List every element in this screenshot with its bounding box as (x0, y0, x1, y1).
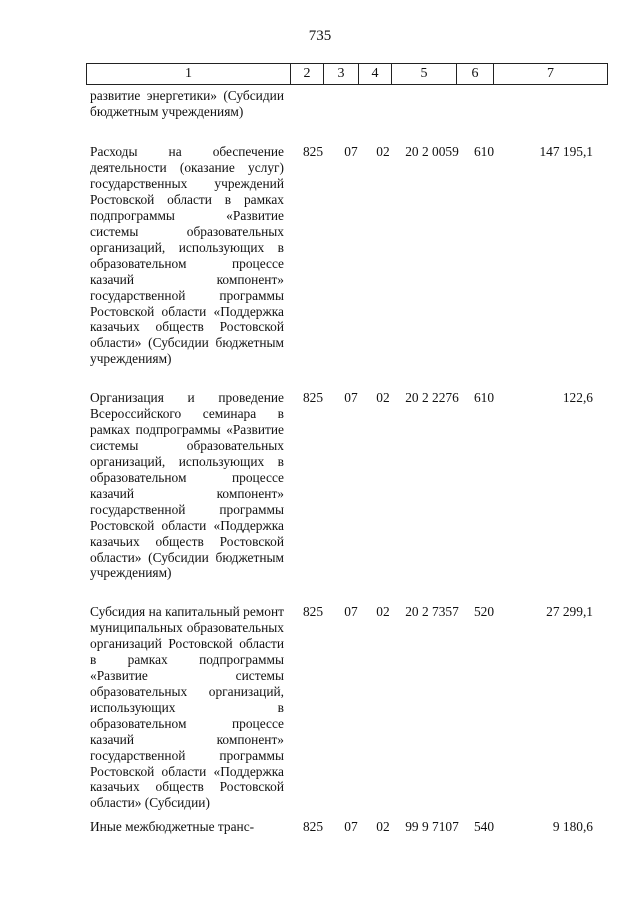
expense-type-code: 520 (473, 604, 495, 619)
amount: 27 299,1 (546, 604, 593, 619)
section-code: 07 (344, 604, 358, 619)
row-description: развитие энергетики» (Субсидии бюджетным учреждениям) (90, 88, 284, 119)
column-header-2: 2 (291, 64, 324, 85)
expense-type-code: 610 (473, 144, 495, 159)
target-item-code: 99 9 7107 (405, 819, 459, 834)
row-description: Расходы на обеспечение деятельности (оказание услуг) государственных учреждений Ростовской области в рамках подпрограммы «Развитие системы образовательных организаций, использующих в образовательном процессе казачий компонент» государственной программы Ростовской области «Поддержка казачьих обществ Ростовской области» (Субсидии бюджетным учреждениям) (90, 144, 284, 367)
ministry-code: 825 (302, 390, 324, 405)
column-header-5: 5 (392, 64, 457, 85)
ministry-code: 825 (302, 144, 324, 159)
ministry-code: 825 (302, 819, 324, 834)
amount: 122,6 (562, 390, 593, 405)
section-code: 07 (344, 819, 358, 834)
ministry-code: 825 (302, 604, 324, 619)
page-number: 735 (308, 28, 332, 44)
row-description: Организация и проведение Всероссийского семинара в рамках подпрограммы «Развитие системы образовательных организаций, использующих в образовательном процессе казачий компонент» государственной программы Ростовской области «Поддержка казачьих обществ Ростовской области» (Субсидии бюджетным учреждениям) (90, 390, 284, 581)
amount: 9 180,6 (552, 819, 593, 834)
expense-type-code: 610 (473, 390, 495, 405)
column-header-6: 6 (457, 64, 494, 85)
column-header-1: 1 (87, 64, 291, 85)
column-header-4: 4 (359, 64, 392, 85)
column-header-3: 3 (324, 64, 359, 85)
target-item-code: 20 2 2276 (405, 390, 459, 405)
subsection-code: 02 (376, 604, 390, 619)
column-header-7: 7 (494, 64, 608, 85)
target-item-code: 20 2 7357 (405, 604, 459, 619)
amount: 147 195,1 (539, 144, 593, 159)
section-code: 07 (344, 390, 358, 405)
row-description: Иные межбюджетные транс- (90, 819, 255, 834)
subsection-code: 02 (376, 144, 390, 159)
row-description: Субсидия на капитальный ремонт муниципальных образовательных организаций Ростовской области в рамках подпрограммы «Развитие системы образовательных организаций, использующих в образовательном процессе казачий компонент» государственной программы Ростовской области «Поддержка казачьих обществ Ростовской области» (Субсидии) (90, 604, 284, 811)
section-code: 07 (344, 144, 358, 159)
expense-type-code: 540 (473, 819, 495, 834)
target-item-code: 20 2 0059 (405, 144, 459, 159)
subsection-code: 02 (376, 819, 390, 834)
subsection-code: 02 (376, 390, 390, 405)
column-number-header (86, 63, 608, 85)
